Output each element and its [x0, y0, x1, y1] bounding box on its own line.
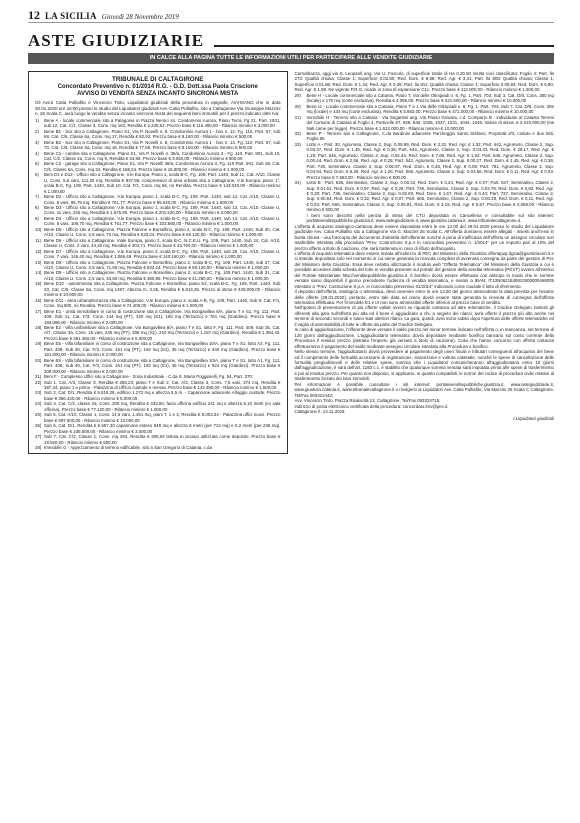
paragraph: Carrubbazza, oggi via S. Leopardi ang. Via U. Foscolo, di superficie totale di Ha 0.20.50 risulta così classificato: Foglio 4: Part. lla 273: Qualità chiusa; Classe 1; Superficie 0.02.80; Red. Dom. € 8,88; Red. Agr. € 3,41; Part. lla 808: Qualità chiusa; Classe 1; Superficie 0.01.86; Red. Dom. € 1,34; Red. Agr. € 0,38; Part. lla 811: Qualità chiusa; Classe 1; Superficie 0.08,84; Red. Dom. € 6,80; Red. Agr. € 1,89. Ne vigente P.R.G. ricade in zona di espansione C1c. Prezzo base € 112.000,00 - Rilancio minimo € 1.500,00	[294, 71, 554, 93]
paragraph: Nello stesso termine, l'aggiudicatario dovrà provvedere al pagamento degli oneri fiscali e tributari conseguenti all'acquisto del bene ed il compimento delle formalità accessorie di registrazione, trascrizione e voltura catastale, nonché le spese di cancellazione delle formalità pregiudizievoli e delle relative spese, somma che i Liquidatori comunicheranno all'aggiudicatario entro 10 giorni dall'aggiudicazione; è sarà dell'art. 1193 c.c. è stabilito che qualunque somma versata sarà imputata prima alle spese di trasferimento e poi al residuo prezzo. Per quanto non disposto, si applicano, in quanto compatibili, le norme del codice di procedura civile relative al trasferimento forzato dei beni immobili.	[294, 349, 554, 382]
list-item: 26) Sub 6, Cat. D/1, Rendita € 5.557,30 capannone esteso 948 mq e altezza 8 metri (per 712 mq) e 5,2 metri (per 236 mq). Prezzo base € 236.609,00 - Rilancio minimo € 3.000,00	[35, 423, 281, 434]
issue-date: Giovedì 28 Novembre 2019	[101, 13, 179, 21]
court-name: TRIBUNALE DI CALTAGIRONE	[112, 76, 204, 83]
list-item: 33) Lotto A - Part. 30, Agrumeto, Classe 2, Sup. 0.09.99, Red. Dom. € 3,32, Red. Agr. € 1,32; Part. 642, Agrumeto, Classe 2, Sup. 0.03.37, Red. Dom. € 1,45, Red. Agr. € 0,36; Part. 644, Agrumeto, Classe 2, Sup. 0.03.43, Red. Dom. € 29,17, Red. Agr. € 1,29; Part. 645, Agrumeto, Classe 2, Sup. 0.02.44, Red. Dom. € 7,69, Red. Agr. € 1,92; Part. 646, Agrumeto, Classe 2, Sup. 0.00.44, Red. Dom. € 2,56, Red. Agr. € 0,25; Part. 642, Agrumeto, Classe 2, Sup. 0.00.27, Red. Dom. € 1,45, Red. Agr. € 0,36; Part. 730, Seminativo, Classe 3, Sup. 0.06.97, Red. Dom. € 0,26, Red. Agr. € 0,05; Part. 781, Agrumeto, Classe 2, Sup. 0.04.94, Red. Dom. € 6,29, Red. Agr. € 1,26; Part. 066, Agrumeto, Classe 2, Sup. 0.03.56, Red. Dom. € 0,11, Red. Agr. € 0,03. Prezzo base € 7.653,00 - Rilancio minimo € 500,00	[294, 141, 554, 180]
list-item: 2) Bene B1 - box sito a Caltagirone, Piano S1, Via P. Novelli n. 8, Condominio Aurora 1 - box n. 12, Fg. 110, Part. 67, sub 68, Cat. C/6, Classe 6a, Cons. mq 17, Rendita € 82,53. Prezzo base € 8.160,00 - Rilancio minimo € 500,00	[35, 128, 281, 140]
page-number: 12	[28, 8, 40, 22]
list-item: I beni sono descritti nella perizia di stima del CTU depositata in Cancelleria e consultabile sul sito internet: portalevenditepubbliche.giustizia.it, www.astegiudiziarie.it, www.giustizia.catania.it, www.tribunalecaltagirone.it.	[306, 212, 554, 224]
section-banner: IN CALCE ALLA PAGINA TUTTE LE INFORMAZIONI UTILI PER PARTECIPARE ALLE VENDITE GIUDIZIARIE	[28, 53, 554, 64]
list-item: 32) Bene P - Terreno sito a Caltagirone, C.da Bardinini adiacente Parcheggio Santo Stefano, Proprietà 2/3, ceduto e due lotti, Foglio 85	[294, 130, 554, 142]
list-item: 29) Bene H - Locale commerciale sito a Catania, Piano T, Via delle Olimpiadi n. 6, Fg. 1, Part. 703, Sub 3, Cat. D/8, Cons. 380 mq (locale) e 170 mq (corte esclusiva). Rendita € 4.095,00. Prezzo base € 321.600,00 - Rilancio minimo € 10.000,00	[294, 92, 554, 104]
list-item: 17) Bene E1 - unità immobiliare in corso di costruzione sita a Caltagirone, Via Bungavillea 8/A, piano T e S1, Fg. 111, Part. 409, Sub 11, Cat. F/3, Cons. 144 mq (PT), 320 mq (S1), 160 mq (Terrazzo) e 761 mq (Giardino). Prezzo base € 183.096,00 - Rilancio minimo € 2.000,00	[35, 308, 281, 325]
paragraph: L'offerta di acquisto analogico-cartacea deve essere depositata entro le ore 13.00 del 29.01.2020 presso lo studio del Liquidatore giudiziale Avv. Catia Pulliafito sito a Caltagirone Via G. Mazzini 26 Scala C. All'offerta dovranno essere allegati - inseriti anch'essi in busta chiusa - una fotocopia del documento d'identità dell'offerente nonché a pena di inefficacia dell'offerta un assegno circolare non trasferibile intestato alla procedura "Prev. Costruzione S.p.A in concordato preventivo n. 1/2014" per un importo pari al 10% del prezzo offerto a titolo di cauzione, che sarà trattenuta in caso di rifiuto dell'acquisto.	[294, 223, 554, 251]
list-item: 21) Beni F - Complesso Uffici sito a Caltagirone - Zona Industriale - C.da S. Maria Poggiarelli, Fg. 54, Part. 370:	[35, 374, 254, 380]
section-header	[28, 25, 554, 51]
list-item: 34) Lotto B - Part. 636, Seminativo, Classe 2, Sup. 0.00.42, Red. Dom. € 0,24, Red. Agr. € 0,07; Part. 637, Seminativo, Classe 2, Sup. 0.01.61, Red. Dom. € 0,97, Red. Agr. € 0,25; Part. 736, Seminativo, Classe 2, Sup. 0.03.78, Red. Dom. € 0,83, Red. Agr. € 0,20; Part. 736, Seminativo, Classe 2, Sup. 0.02.83, Red. Dom. € 1,67, Red. Agr. € 0,44; Part. 737, Seminativo, Classe 2, Sup. 0.00.54, Red. Dom. € 0,32, Red. Agr. € 0,07; Part. 665, Seminativo, Classe 2, Sup. 0.00.29, Red. Dom. € 0,11, Red. Agr. € 0,03; Part. 666, Seminativo, Classe 2, Sup. 0.05.81, Red. Dom. € 3,19, Red. Agr. € 0,67. Prezzo base € 2.058,00 - Rilancio minimo € 500,00	[294, 180, 554, 213]
paragraph: Per informazioni è possibile consultare i siti internet: portalevenditepubbliche.giustizia.it, www.astegiudiziarie.it, www.giustizia.catania.it, www.tribunalecaltagirone.it o rivolgersi ai Liquidatori Avv. Catia Pulliafito, Via Mazzini 26 Scala C Caltagirone, Tel/Fax 093322443;	[294, 381, 554, 398]
list-item: 15) Bene D10 - autorimessa sita a Caltagirone, Piazza Falcone e Borsellino, piano S2, scala B-C, Fg. 109, Part. 1440, Sub 33, Cat. C/6, Classe 5a, Cons. mq 1497, Altezza m. 3,25, Rendita € 5.813,25. Prezzo di stima € 428.000,00 - Rilancio minimo € 10.000,00	[35, 281, 281, 298]
procedure-title: Concordato Preventivo n. 01/2014 R.G. - G.D. Dott.ssa Paola Criscione	[57, 84, 258, 90]
list-item: 28) Immobile G - Appezzamento di terreno edificabile, sito a San Gregorio di Catania, c.da	[35, 444, 212, 450]
list-item: 16) Bene D11 - area urbana/terrazza sita a Caltagirone, V.le Europa, piano 2, scala A-B, Fg. 109, Part. 1440, Sub 9, Cat. F/1, Cons. mq 800, no Rendita. Prezzo base € 74.400,00 - Rilancio minimo € 1.000,00	[35, 297, 281, 309]
list-item: 4) Bene C1 - cantina sita a Caltagirone, Piano S1, Via P. Novelli n. 36/a, Condominio Aurora 3 - Fg. 110, Part. 901, Sub 10, Cat. C/2, Classe 2a, Cons. mq 9, Rendita € 34,86. Prezzo base € 3.060,00 - Rilancio minimo € 500,00	[35, 150, 281, 161]
list-item: 10) Bene D5 - Ufficio sito a Caltagirone, Piazza Falcone e Borsellino, piano 2, scala B-C, Fg. 109, Part. 1440, Sub 20, Cat. A/10, Classe U, Cons. 3,5 vani, 72 mq, Rendita € 533,24. Prezzo base € 69.120,00 - Rilancio minimo € 1.000,00	[35, 226, 281, 238]
list-item: 9) Bene D4 - Ufficio sito a Caltagirone, V.le Europa, piano 1, scala B-C, Fg. 109, Part. 1440, sub 14, Cat. A/10, Classe U, Cons. 5 vani, 106,70 mq, Rendita € 761,77. Prezzo base € 103.680,00 - Rilancio minimo € 1.000,00	[35, 215, 281, 227]
paragraph: Avv. Vincenzo Tinto, Piazza Risalacità 13, Caltagirone, Tel/Fax 093324718,	[294, 398, 441, 404]
right-column	[295, 71, 555, 454]
article-columns	[28, 71, 554, 454]
list-item: 1) Bene A - locale commerciale sito a Palagonia in Piazza Nenno sn, Condominio Aurora, Piano Terra, Fg 21, Part. 1931, sub 12, Cat. C/1, Classe 3, Cons. mq 162, Rendita € 2.225,52. Prezzo base € 116.480,00 - Rilancio minimo € 3.000,00	[35, 117, 281, 129]
notice-intro: Gli Avv.ti Catia Pulliafito e Vincenzo Tinto, Liquidatori giudiziali della procedura in epigrafe, AVVISANO che in data 30.01.2020 ore 16:00 presso lo studio dei Liquidatori giudiziali Avv. Catia Pulliafito, sito a Caltagirone Via Giuseppe Mazzini n. 26 Scala C, avrà luogo la vendita senza incanto sincrona mista dei seguenti beni immobili per il prezzo indicato oltre Iva:	[35, 100, 281, 117]
list-item: 14) Bene D9 - Ufficio sito a Caltagirone, Piazza Falcone e Borsellino, piano 2, scala B-C, Fg. 109 Part. 1440, Sub 31, Cat. A/10, Classe U, Cons. 2,5 vani, 43,60 mq, Rendita € 380,89. Prezzo base € 41.280,00 - Rilancio minimo € 1.000,00	[35, 270, 281, 281]
paragraph: Il deposito dell'offerta, analogica o telematica, deve avvenire entro le ore 13.00 del giorno antecedente la data prevista per l'esame delle offerte (29.01.2020), pertanto, entro tale data ed orario dovrà essere stata generata la ricevuta di consegna dell'offerta telematica effettuata. Per l'immobile E1 e I3 non sono ammissibili offerte inferiori al prezzo base di vendita.	[294, 289, 554, 306]
auction-notice-box	[28, 71, 288, 454]
list-item: 12) Bene D7 - Ufficio sito a Caltagirone, V.le Europa, piano 2, scala B-C, Fg. 109, Part. 1440, sub 25, Cat. A/10, Classe U, Cons. 7 vani, 146,40 mq, Rendita € 1.066,48. Prezzo base € 140.160,00 - Rilancio minimo € 1.000,00	[35, 248, 281, 260]
list-item: 31) Immobile H - Terreno sito a Catania - Via Segantini ang. Via Passo Gravina, c.d. Comparto B - individuato al Catasto Terreni del Comune di Catania al Foglio 4, Particelle 67, 828, 840, 1035, 1037, 1041, 1044, 1046. Valore di stima: € 2.015.000,00 (Ha Nati come per legge). Prezzo base € 1.612.000,00 - Rilancio minimo € 10.000,00	[294, 114, 554, 131]
lot-list	[35, 118, 281, 451]
paragraph: Nell'ipotesi di presentazione di più offerte valide ovvero se riguardo cartacea od altre telematiche, il Giudice Delegato inviterà gli offerenti alla gara sull'offerta più alta ed il bene è aggiudicato a chi, a seguito dei rilanci, avrà offerto il prezzo più alto anche nel termine di secondo secondi e siano stati ulteriori rilanci. La gara, quindi, avrà inizio subito dopo l'apertura delle offerte telematiche ed il vaglio di ammissibilità di tutte le offerte da parte del Giudice Delegato.	[294, 305, 554, 327]
list-item: 3) Bene B2 - box sito a Caltagirone, Piano S1, Via P. Novelli n. 8, Condominio Aurora 1 - box n. 14, Fg. 110, Part. 67, sub 70, Cat. C/6, Classe 6a, Cons. mq 16, Rendita € 77,68. Prezzo base € 8.160,00 - Rilancio minimo € 500,00	[35, 139, 281, 151]
left-column	[28, 71, 288, 454]
list-item: 30) Bene I2 - Locale commerciale sito a Catania, Piano T e 1 Via delle Olimpiadi n. 8, Fg. 1, Part. 703, Sub 7, Cat. D/8, Cons. 392 mq (locale) e 434 mq (corte esclusiva). Rendita € 5.863,00. Prezzo base € 471.000,00 - Rilancio minimo € 10.000,00	[294, 103, 554, 115]
paragraph: Caltagirone lì, 13.11.2019	[294, 409, 345, 415]
list-item: 27) Sub 7, Cat. C/2, Classe 1, Cons. mq 293, Rendita € 306,64 tettoia in acciaio utilizzata come deposito. Prezzo base € 19.920,00 - Rilancio minimo € 500,00	[35, 434, 281, 445]
paragraph: indirizzo di posta elettronica certificata della procedura: concordato.lmv@pec.it.	[294, 403, 449, 409]
section-title: ASTE GIUDIZIARIE	[28, 31, 205, 50]
list-item: 20) Bene E6 - Villa bifamiliare in corso di costruzione sita a Caltagirone, Via Bungavillea 10/A, piano T e S1, lotto A1, Fg. 111, Part. 409, Sub 40, Cat. F/3, Cons. 151 mq (PT), 192 mq (S1), 35 mq (Terrazzo) e 824 mq (Giardino). Prezzo base € 208.000,00 - Rilancio minimo € 2.000,00	[35, 357, 281, 374]
list-item: 6) Beni D1 e D12 - Ufficio sito a Caltagirone, V.le Europa, Piano 1, scala B-C, Fg. 109, Part. 1440, Sub 11, Cat. A/10, Classe U, Cons. 5,5 vani, 111,25 mq, Rendita € 837,95, comprensivo di area urbana sita a Caltagirone, V.le Europa, piano 1°, scala B-C, Fg. 109, Part. 1440, Sub 10, Cat. F/1, Cons. mq 66, no Rendita. Prezzo base € 143.040,00 - Rilancio minimo € 1.000,00	[35, 172, 281, 194]
list-item: 5) Bene C2 - garage sito a Caltagirone, Piano S1, Via P. Novelli 36/a, Condominio Aurora 3, Fg. 110 Part. 901, Sub 38, Cat. C/6, Classe 6a, Cons. mq 34, Rendita € 158,24. Prezzo base € 16.800,00 - Rilancio minimo € 1.000,00	[35, 161, 281, 172]
list-item: 11) Bene D6 - Ufficio sito a Caltagirone, Viale Europa, piano 2, scala B-C, N.C.E.U. Fg. 109, Part. 1440, Sub 24, Cat. A/10, Classe U, Cons. 2 vani, 44,40 mq, Rendita € 304,71. Prezzo base € 43.760,00 - Rilancio minimo € 1.000,00	[35, 237, 281, 249]
section-rule	[214, 45, 554, 47]
list-item: 19) Bene E5 - Villa bifamiliare in corso di costruzione sita a Caltagirone, Via Bungavillea 10/A, piano T e S1, lotto A2, Fg. 111, Part. 409, Sub 30, Cat. F/3, Cons. 151 mq (PT), 192 mq (S1), 35 mq (Terrazzo) e 340 mq (Giardino). Prezzo base € 161.000,00 - Rilancio minimo € 2.000,00	[35, 341, 281, 358]
list-item: 23) Sub 3, Cat. D/1, Rendita € 9.519,28, edificio 1.273 mq e altezza 8,5 m. - Capannone adiacente Alloggio custode. Prezzo base € 356.440,00 - Rilancio minimo € 5.000,00	[35, 390, 281, 401]
signature: I Liquidatori giudiziali	[513, 415, 554, 421]
list-item: 24) Sub 4, Cat. C/2, classe 2a, Cons. 205 mq, Rendita € 433,60, facia officina edificio 241 mq e altezza 5,10 metri (ex sala officina). Prezzo base € 77.120,00 - Rilancio minimo € 1.000,00	[35, 401, 281, 412]
page-header	[28, 8, 554, 23]
list-item: 7) Bene D2 - Ufficio sito a Caltagirone, V.le Europa, piano 1, scala B-C, Fg. 109, Part. 1440, sub 12, Cat. A/10, Classe U, Cons. 5 vani, 95,75 mq, Rendita € 761,77. Prezzo base € 95.040,00 - Rilancio minimo € 1.000,00	[35, 194, 281, 205]
paragraph: In caso di aggiudicazione, l'offerente deve versare il saldo prezzo nel minor termine indicato nell'offerta o, in mancanza, nel termine di 120 giorni dall'aggiudicazione. L'aggiudicatario telematico dovrà depositare mediante bonifico bancario sul conto corrente della Procedura il residuo prezzo (detratto l'importo già versato a titolo di cauzione). Colui che hanno concorso con offerta cartacea effettueranno il pagamento del saldo mediante assegno circolare intestato alla Procedura o bonifico.	[294, 327, 554, 349]
list-item: 13) Bene D8 - Ufficio sito a Caltagirone, Piazza Falcone e Borsellino, piano 2, scala B-C, Fg. 109, Part. 1440, sub 27, Cat. A/10, Classe U, Cons. 3,5 vani, 71,50 mq, Rendita € 533,24. Prezzo base € 69.120,00 - Rilancio minimo € 1.000,00	[35, 259, 281, 271]
auction-notice-title: AVVISO DI VENDITA SENZA INCANTO SINCRONA MISTA	[77, 91, 239, 97]
list-item: 22) Sub 1, Cat. A/3, Classe 3, Rendita € 258,23; piano T e Sub 2, Cat. A/3, Classe 3, Cons. 7,5 vani, 374 mq, Rendita € 387,34, piano 1 e primo - Palazzina di Ufficio custode e mensa. Prezzo base € 142.480,00 - Rilancio minimo € 1.500,00	[35, 379, 281, 390]
lot-list	[295, 93, 555, 224]
list-item: 18) Bene E2 - villa unifamiliare sita a Caltagirone, Via Bungavillea 8/A, piano T e S1, lotto F, Fg. 111, Part. 409, Sub 25, Cat. A/7, Classe 3a, Cons. 15 vani, 245 mq (PT), 306 mq (S1), 210 mq (Terrazzo) e 1.157 mq (Giardino), Rendita € 1.394,43. Prezzo base € 351.360,00 - Rilancio minimo € 5.000,00	[35, 325, 281, 341]
list-item: 8) Bene D3 - Ufficio sito a Caltagirone, V.le Europa, piano 1, scala B-C, Fg. 109, Part. 1440, sub 13, Cat. A/10, Classe U, Cons. 11 vani, 225 mq, Rendita € 1.675,90. Prezzo base € 201.520,00 - Rilancio minimo € 2.000,00	[35, 205, 281, 216]
masthead: LA SICILIA	[45, 11, 97, 21]
list-item: 25) Sub 5, Cat. A/10, Classe 1, Cons. 14,5 vani, 1.451 mq, piani T, 1 e 2, Rendita € 8.003,34 - Palazzina uffici nuovi. Prezzo base € 697.600,00 - Rilancio minimo € 10.000,00	[35, 412, 281, 423]
paragraph: L'offerta di acquisto telematica deve essere inviata all'indirizzo di PEC del Ministero della Giustizia offertapvp.dgsia@giustiziacert.it e si intende depositata solo nel momento in cui viene generata la ricevuta completa di avvenuta consegna da parte del gestore di Pec del Ministero della Giustizia. Essa deve redatta utilizzando il modulo web "Offerta Telematica" del Ministero della Giustizia a cui è possibile accedere dalla scheda del lotto in vendita presente sul portale del gestore della vendita telematica (PGVT) ovvero all'interno del Portale Ministeriale http://venditepubbliche.giustizia.it. Il bonifico dovrà essere effettuato con anticipo in modo che le somme versate siano disponibili il giorno precedente l'udienza di vendita telematica, e inviato a IBAN: IT13N0621840810000000468005 intestato a "Prev. Costruzione S.p.A. in concordato preventivo 01/2014" indicando come causale il lotto di riferimento.	[294, 250, 554, 289]
